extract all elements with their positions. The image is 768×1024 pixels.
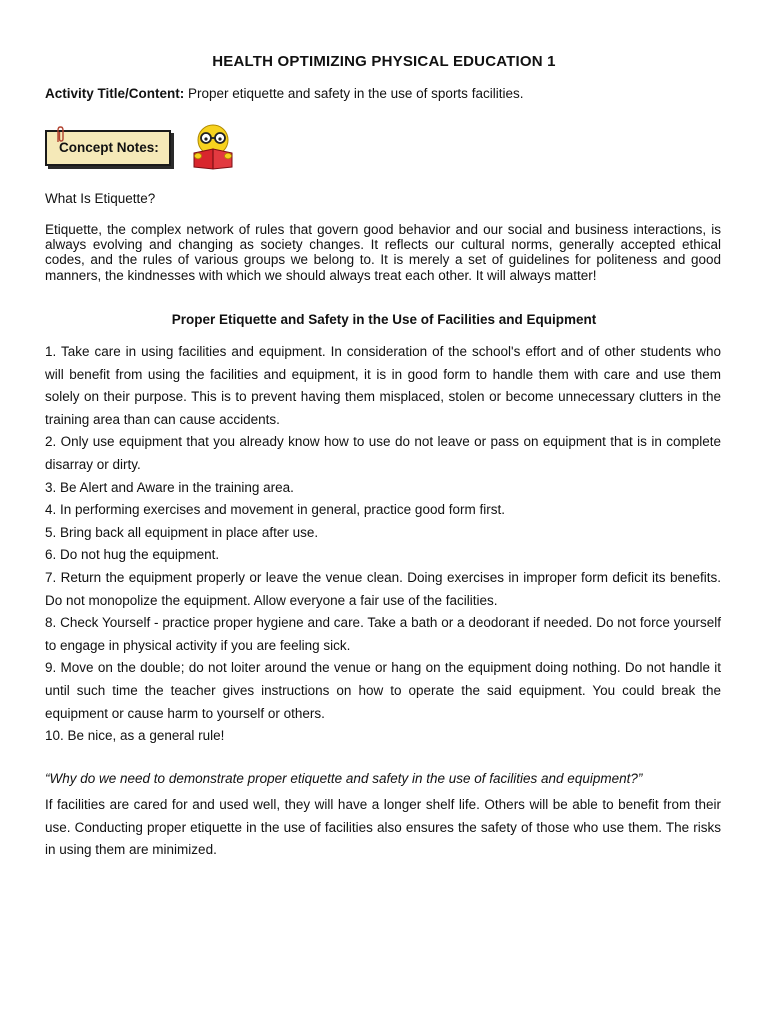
activity-label: Activity Title/Content: <box>45 86 185 101</box>
rule-item: 9. Move on the double; do not loiter around the venue or hang on the equipment doing nothing. Do not handle it until such time the teacher gives instructions on how to operate the said equipment. You could break the equipment or cause harm to yourself or others. <box>45 660 721 721</box>
activity-line <box>45 86 523 101</box>
rules-list <box>45 341 721 748</box>
answer-paragraph: If facilities are cared for and used well, they will have a longer shelf life. Others will be able to benefit from their use. Conducting proper etiquette in the use of facilities also ensures the safety of those who use them. The risks in using them are minimized. <box>45 797 721 858</box>
concept-notes-box <box>45 130 171 166</box>
rule-item: 6. Do not hug the equipment. <box>45 547 220 563</box>
rule-item: 10. Be nice, as a general rule! <box>45 728 225 744</box>
rule-item: 4. In performing exercises and movement in general, practice good form first. <box>45 502 505 518</box>
concept-notes-label: Concept Notes: <box>59 140 159 155</box>
rule-item: 2. Only use equipment that you already know how to use do not leave or pass on equipment that is in complete disarray or dirty. <box>45 434 721 472</box>
intro-paragraph: Etiquette, the complex network of rules that govern good behavior and our social and business interactions, is always evolving and changing as society changes. It reflects our cultural norms, generally accepted ethical codes, and the rules of various groups we belong to. It is merely a set of guidelines for politeness and good manners, the kindnesses with which we should always treat each other. It will always matter! <box>45 222 721 283</box>
discussion-question: “Why do we need to demonstrate proper etiquette and safety in the use of facilities and equipment?” <box>45 771 643 786</box>
rule-item: 3. Be Alert and Aware in the training area. <box>45 479 294 495</box>
section-heading: Proper Etiquette and Safety in the Use of Facilities and Equipment <box>171 312 597 327</box>
rule-item: 1. Take care in using facilities and equipment. In consideration of the school's effort and of other students who will benefit from using the facilities and equipment, it is in good form to handle them with care and use them solely on their purpose. This is to prevent having them misplaced, stolen or become unnecessary clutters in the training area than can cause accidents. <box>45 344 721 427</box>
etiquette-question: What Is Etiquette? <box>45 191 156 206</box>
reading-smiley-icon <box>189 123 237 171</box>
document-title: HEALTH OPTIMIZING PHYSICAL EDUCATION 1 <box>212 53 556 70</box>
rule-item: 5. Bring back all equipment in place after use. <box>45 524 319 540</box>
rule-item: 7. Return the equipment properly or leave the venue clean. Doing exercises in improper form deficit its benefits. Do not monopolize the equipment. Allow everyone a fair use of the facilities. <box>45 569 721 608</box>
activity-value: Proper etiquette and safety in the use of sports facilities. <box>184 86 524 101</box>
rule-item: 8. Check Yourself - practice proper hygiene and care. Take a bath or a deodorant if needed. Do not force yourself to engage in physical activity if you are feeling sick. <box>45 615 721 653</box>
